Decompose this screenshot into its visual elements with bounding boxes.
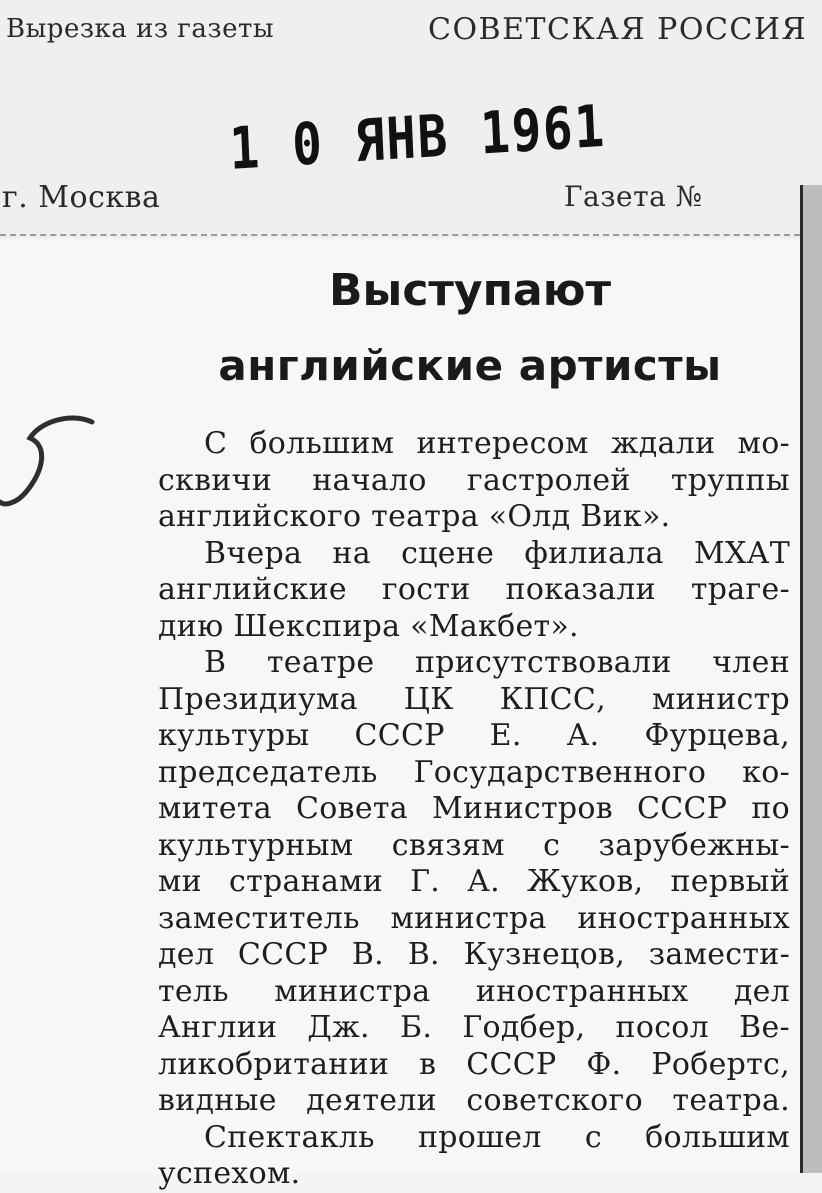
clipping-edge — [800, 185, 822, 1173]
newspaper-name: СОВЕТСКАЯ РОССИЯ — [428, 12, 808, 47]
pencil-mark-icon — [0, 410, 120, 530]
clip-label: Вырезка из газеты — [6, 14, 275, 44]
article-headline-line-2: английские артисты — [218, 341, 722, 390]
article-line: английские гости показали траге- — [158, 572, 790, 607]
article-line: английского театра «Олд Вик». — [158, 499, 671, 534]
article-line: Спектакль прошел с большим — [204, 1119, 790, 1155]
article-line: видные деятели советского театра. — [158, 1083, 790, 1118]
article-line: митета Совета Министров СССР по — [158, 791, 790, 826]
article-line: тель министра иностранных дел — [158, 973, 790, 1009]
article-line: Вчера на сцене филиала МХАТ — [204, 535, 790, 571]
article-line: ми странами Г. А. Жуков, первый — [158, 864, 790, 899]
article-line: культуры СССР Е. А. Фурцева, — [158, 718, 790, 753]
article-line: Англии Дж. Б. Годбер, посол Ве- — [158, 1010, 790, 1045]
newspaper-number-label: Газета № — [564, 180, 703, 213]
cut-line — [0, 234, 800, 236]
article-body — [158, 426, 790, 1193]
date-stamp: 1 0 ЯНВ 1961 — [228, 91, 608, 183]
article-line: С большим интересом ждали мо- — [204, 426, 790, 461]
article-line: успехом. — [158, 1156, 301, 1191]
article-line: ликобритании в СССР Ф. Робертс, — [158, 1046, 790, 1082]
article-line: председатель Государственного ко- — [158, 754, 790, 790]
article-line: В театре присутствовали член — [204, 645, 790, 680]
article-headline-line-1: Выступают — [329, 265, 611, 316]
article-line: культурным связям с зарубежны- — [158, 827, 790, 863]
article-line: Президиума ЦК КПСС, министр — [158, 681, 790, 717]
article-line: дию Шекспира «Макбет». — [158, 608, 579, 644]
article-line: дел СССР В. В. Кузнецов, замести- — [158, 937, 790, 972]
article-line: сквичи начало гастролей труппы — [158, 462, 790, 498]
article-line: заместитель министра иностранных — [158, 900, 790, 936]
city-label: г. Москва — [2, 180, 161, 215]
